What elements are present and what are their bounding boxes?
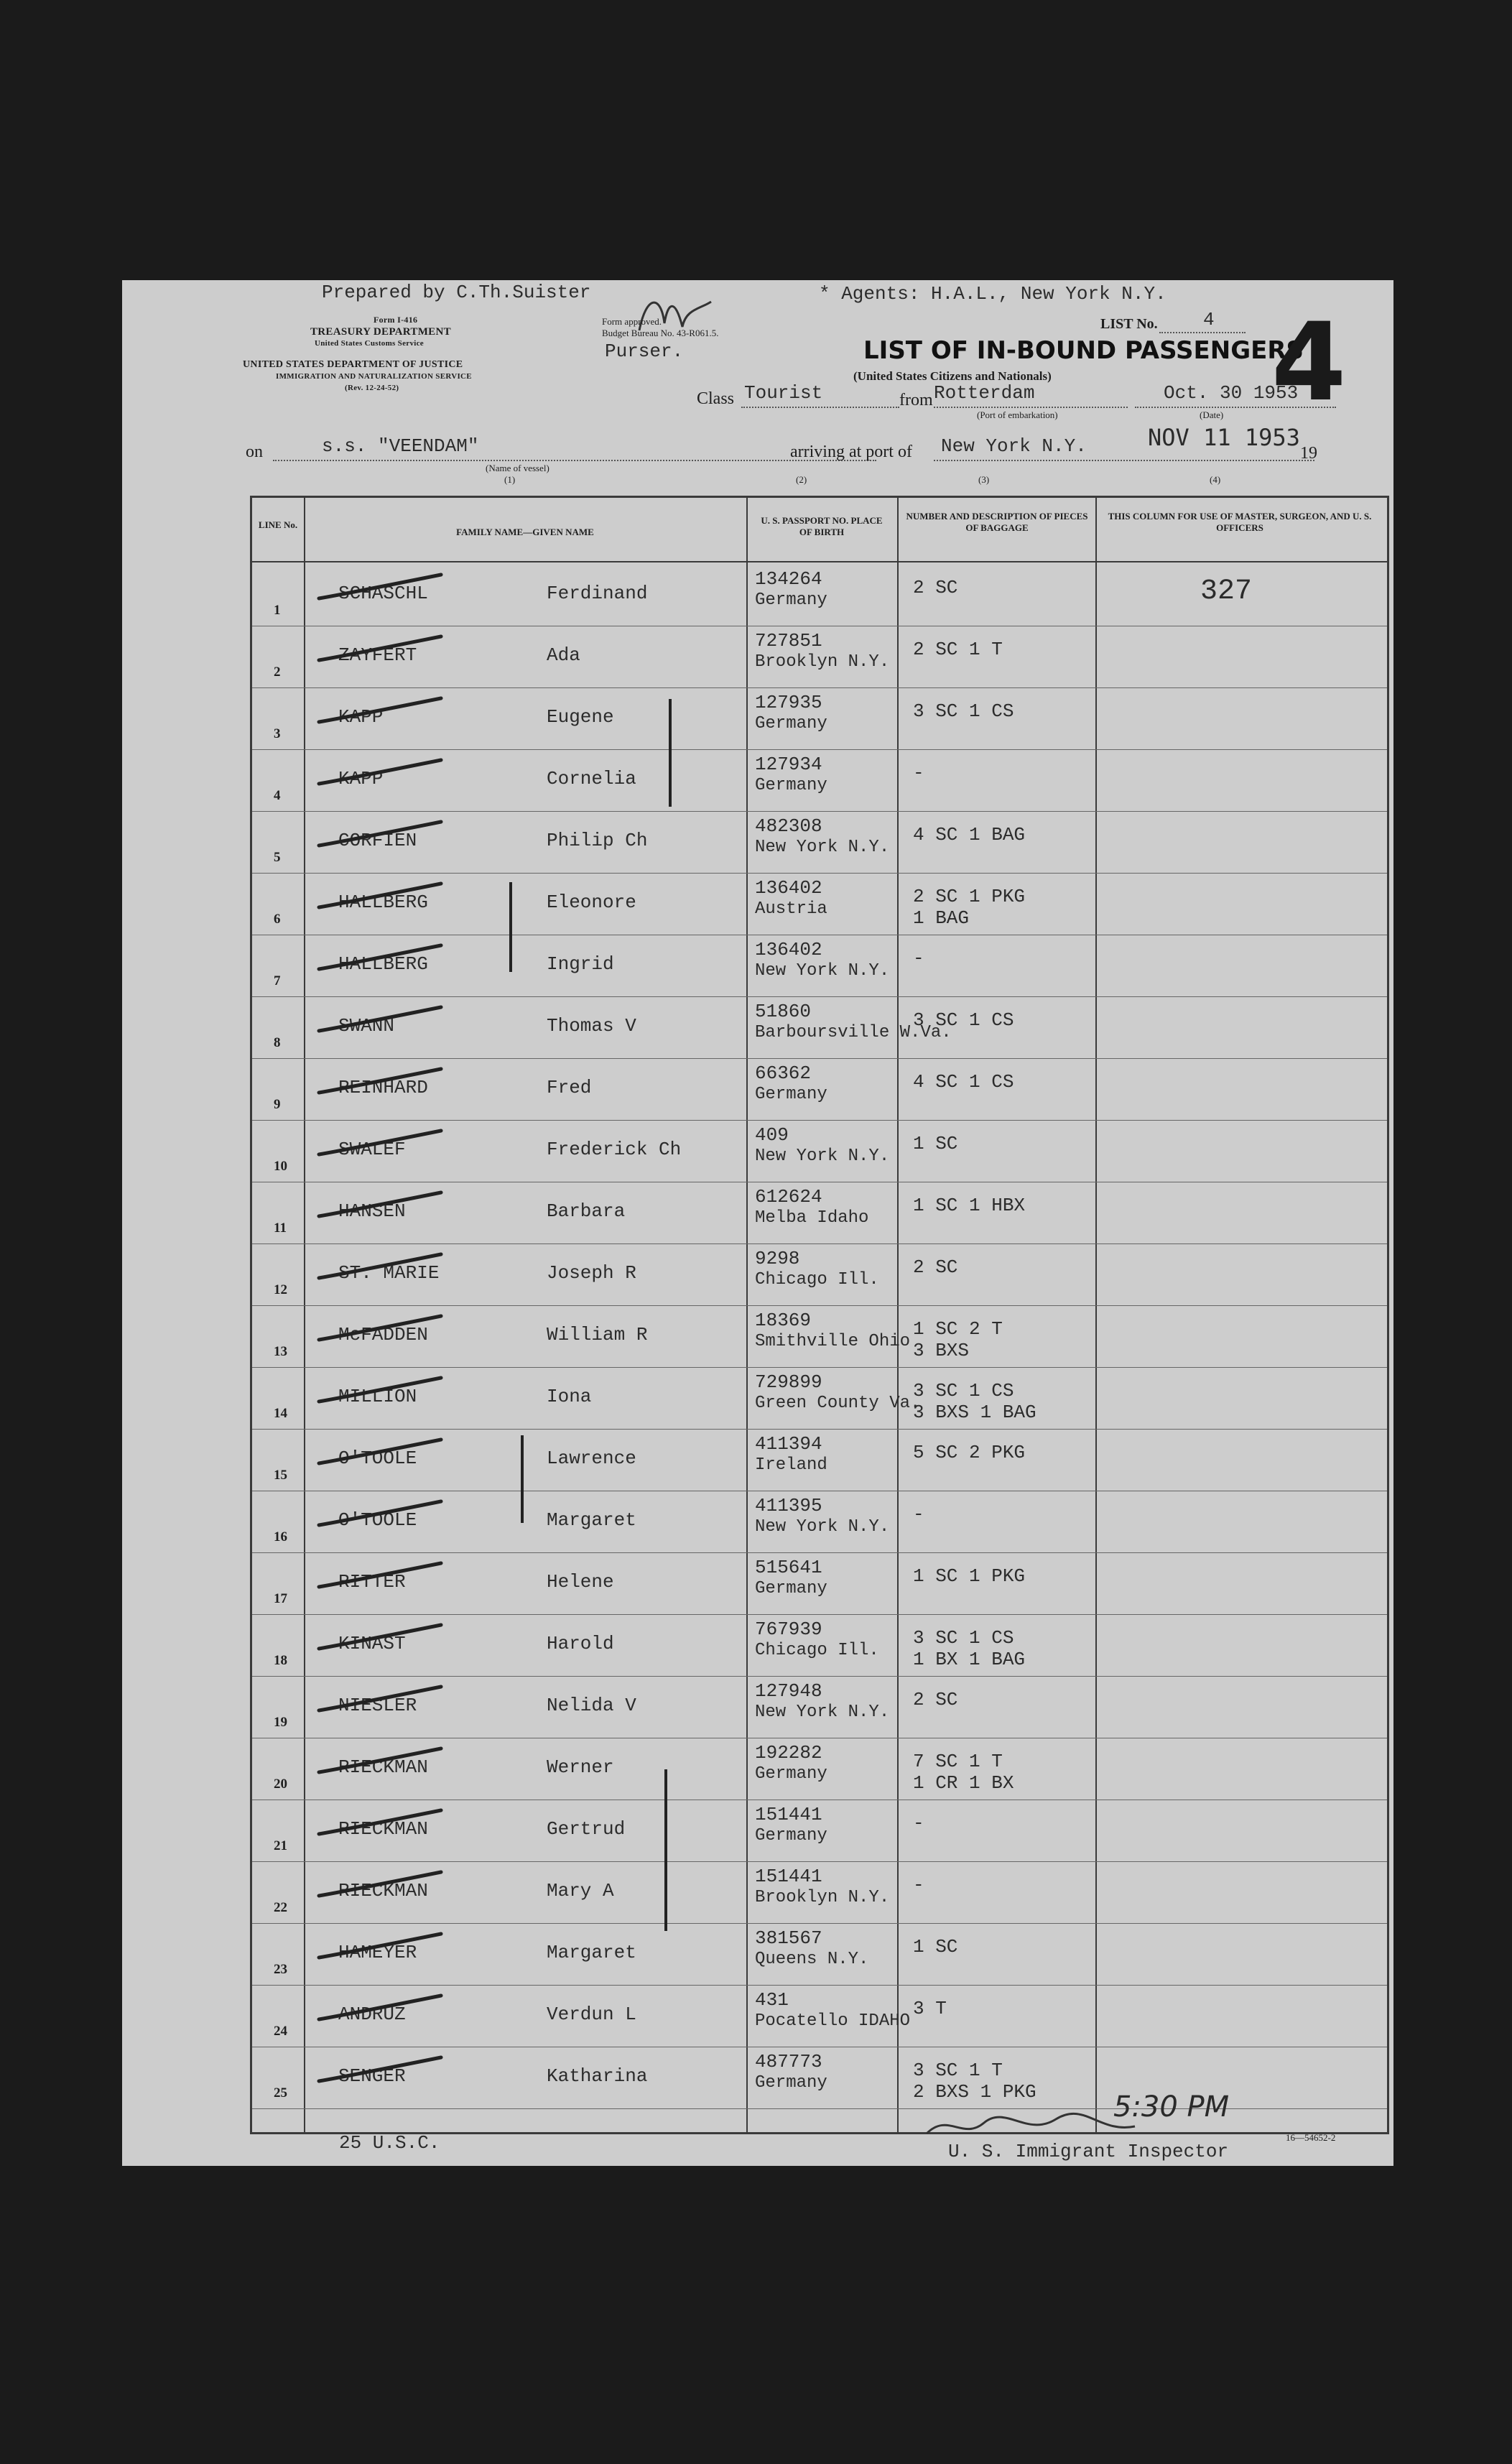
baggage-line2: 1 CR 1 BX — [913, 1772, 1014, 1794]
table-row — [252, 1985, 1387, 2046]
baggage-line1: 2 SC 1 PKG — [913, 886, 1026, 907]
col-header-line-no: LINE No. — [258, 519, 298, 530]
passport-number: 482308 — [755, 815, 822, 837]
passport-number: 192282 — [755, 1742, 822, 1764]
form-code: 16—54652-2 — [1286, 2132, 1336, 2143]
given-name: Werner — [547, 1756, 614, 1778]
line-number: 4 — [274, 788, 281, 803]
passport-number: 66362 — [755, 1062, 812, 1084]
passport-number: 136402 — [755, 939, 822, 960]
vessel-caption: (Name of vessel) — [486, 463, 549, 473]
agents: * Agents: H.A.L., New York N.Y. — [819, 283, 1167, 305]
passport-number: 515641 — [755, 1557, 822, 1578]
line-number: 19 — [274, 1715, 287, 1730]
check-mark — [315, 1251, 445, 1279]
list-no-value: 4 — [1203, 309, 1215, 330]
justice-dept: UNITED STATES DEPARTMENT OF JUSTICE — [243, 359, 463, 370]
baggage-line2: 2 BXS 1 PKG — [913, 2081, 1036, 2103]
customs-service: United States Customs Service — [315, 339, 424, 348]
family-name: O'TOOLE — [338, 1448, 417, 1469]
given-name: Nelida V — [547, 1695, 636, 1716]
big-list-number: 4 — [1271, 300, 1347, 425]
form-subtitle: (United States Citizens and Nationals) — [853, 369, 1052, 383]
place-of-birth: Melba Idaho — [755, 1208, 869, 1228]
check-mark — [315, 1065, 445, 1094]
passport-number: 487773 — [755, 2051, 822, 2072]
given-name: Barbara — [547, 1200, 626, 1222]
baggage-line2: 1 BX 1 BAG — [913, 1649, 1026, 1670]
place-of-birth: Germany — [755, 776, 827, 795]
check-mark — [315, 1436, 445, 1465]
place-of-birth: New York N.Y. — [755, 961, 890, 981]
table-row — [252, 1738, 1387, 1799]
col-header-officers: THIS COLUMN FOR USE OF MASTER, SURGEON, AND U. S. OFFICERS — [1108, 511, 1372, 533]
passport-number: 612624 — [755, 1186, 822, 1208]
place-of-birth: Germany — [755, 1826, 827, 1845]
line-number: 9 — [274, 1097, 281, 1112]
arrival-date-stamp: NOV 11 1953 — [1148, 424, 1300, 451]
budget-bureau: Budget Bureau No. 43-R061.5. — [602, 328, 719, 338]
family-name: ANDRUZ — [338, 2004, 406, 2025]
family-name: ST. MARIE — [338, 1262, 440, 1284]
check-mark — [315, 1683, 445, 1712]
place-of-birth: Germany — [755, 1764, 827, 1784]
given-name: Verdun L — [547, 2004, 636, 2025]
table-row — [252, 1552, 1387, 1613]
check-mark — [315, 1374, 445, 1403]
line-number: 24 — [274, 2024, 287, 2039]
passport-number: 767939 — [755, 1618, 822, 1640]
form-title: LIST OF IN-BOUND PASSENGERS — [863, 336, 1304, 365]
family-bracket — [664, 1769, 667, 1931]
family-name: MILLION — [338, 1386, 417, 1407]
check-mark — [315, 1930, 445, 1959]
family-name: O'TOOLE — [338, 1509, 417, 1531]
given-name: Gertrud — [547, 1818, 626, 1840]
col-header-passport: U. S. PASSPORT NO. PLACE OF BIRTH — [761, 515, 883, 537]
from-label: from — [899, 391, 933, 409]
check-mark — [315, 1004, 445, 1032]
family-name: HAMEYER — [338, 1942, 417, 1963]
list-no-label: LIST No. — [1100, 316, 1158, 332]
line-number: 11 — [274, 1221, 287, 1236]
line-number: 20 — [274, 1777, 287, 1792]
check-mark — [315, 1807, 445, 1835]
table-row — [252, 1058, 1387, 1119]
baggage-line1: 1 SC 1 PKG — [913, 1565, 1026, 1587]
from-value: Rotterdam — [934, 382, 1035, 404]
place-of-birth: Brooklyn N.Y. — [755, 652, 890, 672]
time-note: 5:30 PM — [1113, 2090, 1230, 2123]
table-row — [252, 626, 1387, 687]
manifest-page — [122, 280, 1393, 2166]
line-number: 3 — [274, 726, 281, 741]
list-no-line — [1159, 332, 1246, 333]
line-number: 2 — [274, 664, 281, 680]
table-row — [252, 1305, 1387, 1366]
place-of-birth: Pocatello IDAHO — [755, 2011, 911, 2031]
place-of-birth: Austria — [755, 899, 827, 919]
check-mark — [315, 1189, 445, 1218]
baggage-line1: 1 SC — [913, 1133, 958, 1154]
table-row — [252, 1861, 1387, 1922]
passport-number: 127948 — [755, 1680, 822, 1702]
col-header-baggage: NUMBER AND DESCRIPTION OF PIECES OF BAGGAGE — [906, 511, 1088, 533]
arrival-port: New York N.Y. — [941, 435, 1087, 457]
passport-number: 151441 — [755, 1866, 822, 1887]
family-name: RIECKMAN — [338, 1880, 428, 1902]
place-of-birth: New York N.Y. — [755, 838, 890, 857]
baggage-line1: - — [913, 1504, 924, 1525]
family-name: SENGER — [338, 2065, 406, 2087]
line-number: 7 — [274, 973, 281, 988]
place-of-birth: Barboursville W.Va. — [755, 1023, 952, 1042]
passport-number: 431 — [755, 1989, 789, 2011]
table-row — [252, 996, 1387, 1057]
family-name: ZAYFERT — [338, 644, 417, 666]
check-mark — [315, 633, 445, 662]
family-name: SCHASCHL — [338, 583, 428, 604]
given-name: Helene — [547, 1571, 614, 1593]
officer-note: 327 — [1200, 575, 1253, 608]
line-number: 14 — [274, 1406, 287, 1421]
line-number: 1 — [274, 603, 281, 618]
family-name: SWANN — [338, 1015, 395, 1037]
passport-number: 136402 — [755, 877, 822, 899]
check-mark — [315, 818, 445, 847]
line-number: 13 — [274, 1344, 287, 1359]
line-number: 15 — [274, 1468, 287, 1483]
family-name: HALLBERG — [338, 891, 428, 913]
line-number: 22 — [274, 1900, 287, 1915]
line-number: 18 — [274, 1653, 287, 1668]
baggage-line2: 3 BXS — [913, 1340, 970, 1361]
baggage-line1: 2 SC — [913, 1256, 958, 1278]
table-row — [252, 687, 1387, 749]
given-name: Mary A — [547, 1880, 614, 1902]
family-name: CORFIEN — [338, 830, 417, 851]
given-name: Harold — [547, 1633, 614, 1654]
baggage-line1: 1 SC 1 HBX — [913, 1195, 1026, 1216]
purser-label: Purser. — [605, 341, 684, 362]
table-row — [252, 1182, 1387, 1243]
given-name: Ada — [547, 644, 580, 666]
table-row — [252, 1923, 1387, 1984]
baggage-line1: 4 SC 1 BAG — [913, 824, 1026, 846]
family-bracket — [521, 1435, 524, 1523]
passport-number: 127934 — [755, 754, 822, 775]
family-name: NIESLER — [338, 1695, 417, 1716]
table-row — [252, 1120, 1387, 1181]
col2-num: (2) — [796, 474, 807, 485]
given-name: William R — [547, 1324, 648, 1346]
line-number: 8 — [274, 1035, 281, 1050]
family-name: KINAST — [338, 1633, 406, 1654]
place-of-birth: Chicago Ill. — [755, 1270, 879, 1289]
family-name: KAPP — [338, 706, 384, 728]
family-name: SWALEF — [338, 1139, 406, 1160]
line-number: 12 — [274, 1282, 287, 1297]
place-of-birth: Germany — [755, 1085, 827, 1104]
given-name: Eleonore — [547, 891, 636, 913]
passport-number: 51860 — [755, 1001, 812, 1022]
family-name: RIECKMAN — [338, 1756, 428, 1778]
col-header-name: FAMILY NAME—GIVEN NAME — [456, 527, 594, 537]
line-number: 16 — [274, 1529, 287, 1544]
treasury-dept: TREASURY DEPARTMENT — [310, 326, 451, 338]
check-mark — [315, 2054, 445, 2083]
passport-number: 127935 — [755, 692, 822, 713]
family-name: HALLBERG — [338, 953, 428, 975]
class-line — [741, 407, 899, 408]
table-row — [252, 811, 1387, 872]
table-row — [252, 935, 1387, 996]
family-name: KAPP — [338, 768, 384, 789]
place-of-birth: Ireland — [755, 1455, 827, 1475]
baggage-line1: 4 SC 1 CS — [913, 1071, 1014, 1093]
from-line — [934, 407, 1128, 408]
line-number: 10 — [274, 1159, 287, 1174]
arrival-line — [934, 460, 1314, 461]
baggage-line1: 3 SC 1 T — [913, 2060, 1003, 2081]
line-number: 25 — [274, 2085, 287, 2101]
place-of-birth: New York N.Y. — [755, 1517, 890, 1537]
passport-number: 729899 — [755, 1371, 822, 1393]
baggage-line1: 3 SC 1 CS — [913, 1627, 1014, 1649]
baggage-line1: 7 SC 1 T — [913, 1751, 1003, 1772]
form-approved: Form approved. — [602, 316, 662, 327]
passport-number: 9298 — [755, 1248, 800, 1269]
check-mark — [315, 1745, 445, 1774]
class-value: Tourist — [744, 382, 823, 404]
table-row — [252, 1676, 1387, 1737]
check-mark — [315, 1992, 445, 2021]
check-mark — [315, 571, 445, 600]
passport-number: 411395 — [755, 1495, 822, 1516]
baggage-line1: 3 SC 1 CS — [913, 1009, 1014, 1031]
passport-number: 134264 — [755, 568, 822, 590]
line-number: 21 — [274, 1838, 287, 1853]
table-row — [252, 749, 1387, 810]
check-mark — [315, 880, 445, 909]
vessel-col-num: (1) — [504, 474, 516, 485]
baggage-line1: - — [913, 1812, 924, 1834]
baggage-line1: 3 T — [913, 1998, 947, 2019]
passport-number: 727851 — [755, 630, 822, 652]
baggage-line1: - — [913, 762, 924, 784]
given-name: Lawrence — [547, 1448, 636, 1469]
vessel-line — [273, 460, 876, 461]
place-of-birth: Chicago Ill. — [755, 1641, 879, 1660]
line-number: 5 — [274, 850, 281, 865]
table-row — [252, 1614, 1387, 1675]
family-bracket — [669, 699, 672, 807]
place-of-birth: New York N.Y. — [755, 1147, 890, 1166]
footer-usc: 25 U.S.C. — [339, 2132, 440, 2154]
family-name: McFADDEN — [338, 1324, 428, 1346]
given-name: Margaret — [547, 1509, 636, 1531]
family-name: REINHARD — [338, 1077, 428, 1098]
baggage-line2: 1 BAG — [913, 907, 970, 929]
given-name: Iona — [547, 1386, 592, 1407]
check-mark — [315, 942, 445, 971]
table-row — [252, 1243, 1387, 1305]
vessel-name: s.s. "VEENDAM" — [322, 435, 479, 457]
date-value: Oct. 30 1953 — [1164, 382, 1299, 404]
line-number: 17 — [274, 1591, 287, 1606]
baggage-line1: 5 SC 2 PKG — [913, 1442, 1026, 1463]
ins-service: IMMIGRATION AND NATURALIZATION SERVICE — [276, 372, 472, 381]
baggage-line1: 3 SC 1 CS — [913, 1380, 1014, 1402]
given-name: Philip Ch — [547, 830, 648, 851]
baggage-line1: - — [913, 1874, 924, 1896]
passport-number: 381567 — [755, 1927, 822, 1949]
baggage-line1: 2 SC 1 T — [913, 639, 1003, 660]
baggage-line1: 2 SC — [913, 1689, 958, 1710]
passport-number: 411394 — [755, 1433, 822, 1455]
prepared-by: Prepared by C.Th.Suister — [322, 282, 591, 303]
check-mark — [315, 1127, 445, 1156]
given-name: Joseph R — [547, 1262, 636, 1284]
baggage-line1: - — [913, 948, 924, 969]
given-name: Frederick Ch — [547, 1139, 682, 1160]
given-name: Margaret — [547, 1942, 636, 1963]
check-mark — [315, 1498, 445, 1527]
port-caption: (Port of embarkation) — [977, 409, 1058, 420]
place-of-birth: Smithville Ohio — [755, 1332, 911, 1351]
given-name: Ferdinand — [547, 583, 648, 604]
place-of-birth: New York N.Y. — [755, 1703, 890, 1722]
baggage-line1: 1 SC 2 T — [913, 1318, 1003, 1340]
baggage-line1: 1 SC — [913, 1936, 958, 1958]
revision: (Rev. 12-24-52) — [345, 384, 399, 392]
check-mark — [315, 1621, 445, 1650]
table-row — [252, 1429, 1387, 1490]
passport-number: 18369 — [755, 1310, 812, 1331]
check-mark — [315, 1868, 445, 1897]
year-label: 19 — [1300, 444, 1317, 463]
passport-number: 151441 — [755, 1804, 822, 1825]
passenger-table — [250, 496, 1389, 2134]
given-name: Eugene — [547, 706, 614, 728]
place-of-birth: Germany — [755, 590, 827, 610]
given-name: Katharina — [547, 2065, 648, 2087]
baggage-line1: 2 SC — [913, 577, 958, 598]
family-name: RIECKMAN — [338, 1818, 428, 1840]
family-name: HANSEN — [338, 1200, 406, 1222]
check-mark — [315, 756, 445, 785]
check-mark — [315, 1560, 445, 1588]
place-of-birth: Germany — [755, 714, 827, 733]
place-of-birth: Germany — [755, 1579, 827, 1598]
baggage-line1: 3 SC 1 CS — [913, 700, 1014, 722]
given-name: Cornelia — [547, 768, 636, 789]
baggage-line2: 3 BXS 1 BAG — [913, 1402, 1036, 1423]
given-name: Fred — [547, 1077, 592, 1098]
inspector-label: U. S. Immigrant Inspector — [948, 2141, 1229, 2162]
place-of-birth: Brooklyn N.Y. — [755, 1888, 890, 1907]
date-caption: (Date) — [1200, 409, 1224, 420]
class-label: Class — [697, 389, 735, 408]
table-row — [252, 564, 1387, 625]
check-mark — [315, 1312, 445, 1341]
form-number: Form I-416 — [374, 315, 418, 325]
col4-num: (4) — [1210, 474, 1221, 485]
col3-num: (3) — [978, 474, 990, 485]
place-of-birth: Green County Va. — [755, 1394, 921, 1413]
table-row — [252, 1491, 1387, 1552]
line-number: 23 — [274, 1962, 287, 1977]
place-of-birth: Germany — [755, 2073, 827, 2093]
check-mark — [315, 695, 445, 723]
line-number: 6 — [274, 912, 281, 927]
given-name: Ingrid — [547, 953, 614, 975]
given-name: Thomas V — [547, 1015, 636, 1037]
family-name: RITTER — [338, 1571, 406, 1593]
family-bracket — [509, 882, 512, 972]
place-of-birth: Queens N.Y. — [755, 1950, 869, 1969]
passport-number: 409 — [755, 1124, 789, 1146]
table-row — [252, 873, 1387, 934]
on-label: on — [246, 443, 263, 461]
table-row — [252, 1800, 1387, 1861]
date-line — [1135, 407, 1336, 408]
table-row — [252, 1367, 1387, 1428]
arriving-label: arriving at port of — [790, 443, 912, 461]
